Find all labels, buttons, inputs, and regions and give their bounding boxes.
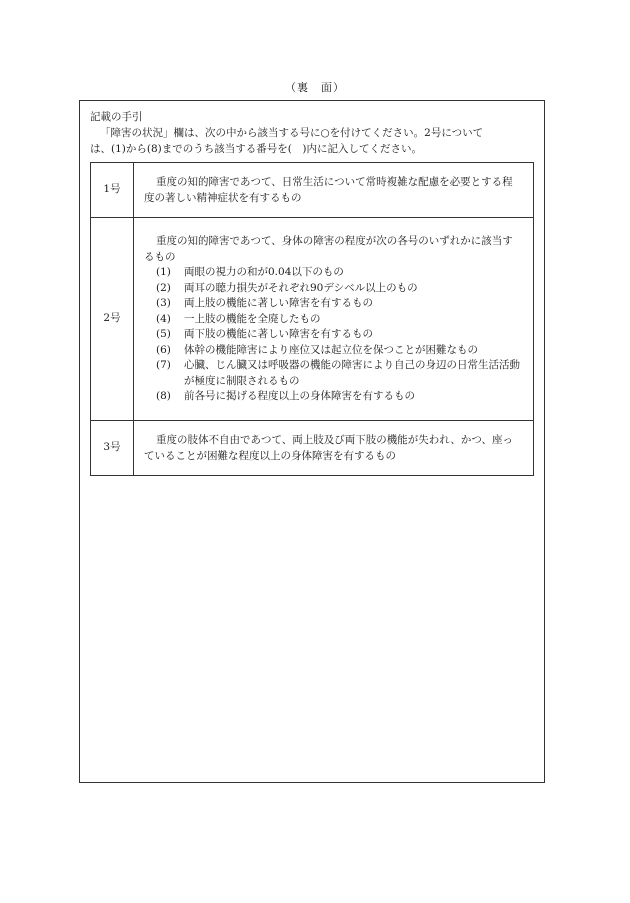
- table-row-grade1: [91, 163, 534, 218]
- grade3-text: 重度の肢体不自由であつて、両上肢及び両下肢の機能が失われ、かつ、座っていることが困難な程度以上の身体障害を有するもの: [144, 434, 513, 462]
- grade1-text: 重度の知的障害であつて、日常生活について常時複雑な配慮を必要とする程度の著しい精神症状を有するもの: [144, 176, 513, 204]
- list-item: [144, 327, 523, 343]
- grade2-item-list: [144, 265, 523, 405]
- list-item: [144, 343, 523, 359]
- guide-frame: [79, 100, 545, 783]
- list-item: [144, 389, 523, 405]
- grade3-desc: [134, 421, 534, 476]
- item-number: (1): [156, 266, 171, 279]
- guide-text: [90, 125, 540, 157]
- grade1-desc: [134, 163, 534, 218]
- table-row-grade3: [91, 421, 534, 476]
- item-text: 体幹の機能障害により座位又は起立位を保つことが困難なもの: [184, 343, 478, 356]
- item-text: 心臓、じん臓又は呼吸器の機能の障害により自己の身辺の日常生活活動が極度に制限されるもの: [184, 359, 520, 387]
- item-text: 両上肢の機能に著しい障害を有するもの: [184, 297, 373, 310]
- item-number: (2): [156, 281, 171, 294]
- item-text: 両下肢の機能に著しい障害を有するもの: [184, 328, 373, 341]
- grade2-text: 重度の知的障害であつて、身体の障害の程度が次の各号のいずれかに該当するもの: [144, 235, 513, 264]
- grade3-label: 3号: [91, 421, 134, 476]
- guide-title: 記載の手引: [90, 111, 143, 123]
- list-item: [144, 265, 523, 281]
- guide-text-line1: 「障害の状況」欄は、次の中から該当する号に○を付けてください。2号について: [100, 127, 484, 139]
- grade1-label: 1号: [91, 163, 134, 218]
- page-heading: （裏 面）: [285, 81, 345, 94]
- list-item: [144, 281, 523, 297]
- item-text: 一上肢の機能を全廃したもの: [184, 312, 321, 325]
- item-number: (5): [156, 328, 171, 341]
- grade2-label: 2号: [91, 218, 134, 421]
- item-text: 両眼の視力の和が0.04以下のもの: [184, 266, 344, 279]
- guide-text-line2: は、(1)から(8)までのうち該当する番号を( )内に記入してください。: [90, 143, 422, 155]
- item-number: (6): [156, 343, 171, 356]
- item-number: (8): [156, 390, 171, 403]
- item-text: 両耳の聴力損失がそれぞれ90デシベル以上のもの: [184, 281, 418, 294]
- item-number: (3): [156, 297, 171, 310]
- item-number: (7): [156, 359, 171, 372]
- item-text: 前各号に掲げる程度以上の身体障害を有するもの: [184, 390, 415, 403]
- item-number: (4): [156, 312, 171, 325]
- list-item: [144, 358, 523, 389]
- list-item: [144, 296, 523, 312]
- list-item: [144, 312, 523, 328]
- grade2-desc: [134, 218, 534, 421]
- table-row-grade2: [91, 218, 534, 421]
- grade-table: [90, 162, 534, 476]
